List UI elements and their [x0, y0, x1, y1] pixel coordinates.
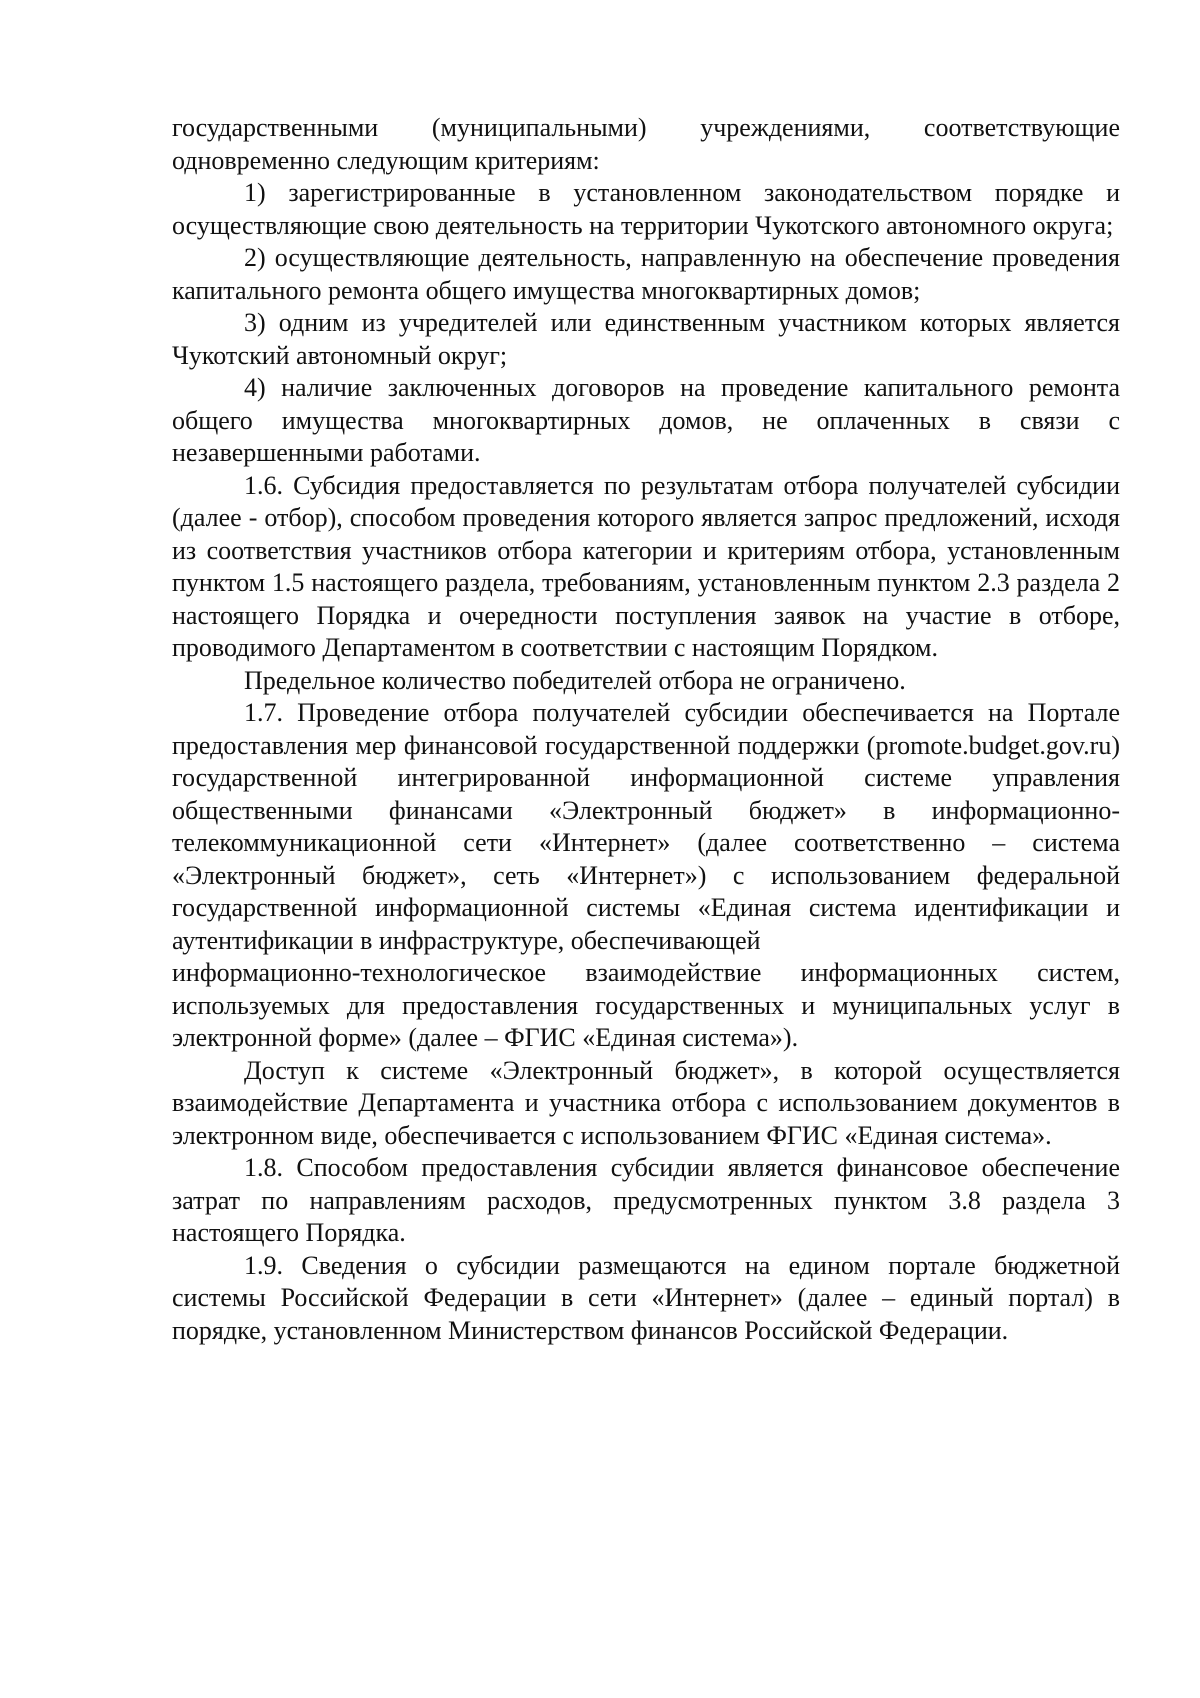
- paragraph-section-1-9: 1.9. Сведения о субсидии размещаются на едином портале бюджетной системы Российской Федерации в сети «Интернет» (далее – единый портал) в порядке, установленном Министерством финансов Российской Федерации.: [172, 1250, 1120, 1345]
- paragraph-criteria-intro: государственными (муниципальными) учреждениями, соответствующие одновременно следующим критериям:: [172, 113, 1120, 175]
- paragraph-section-1-8: 1.8. Способом предоставления субсидии является финансовое обеспечение затрат по направлениям расходов, предусмотренных пунктом 3.8 раздела 3 настоящего Порядка.: [172, 1153, 1120, 1247]
- document-page: [172, 112, 1120, 1347]
- paragraph-criterion-4: 4) наличие заключенных договоров на проведение капитального ремонта общего имущества многоквартирных домов, не оплаченных в связи с незавершенными работами.: [172, 373, 1120, 467]
- paragraph-criterion-1: 1) зарегистрированные в установленном законодательством порядке и осуществляющие свою деятельность на территории Чукотского автономного округа;: [172, 178, 1120, 240]
- paragraph-winners-limit: Предельное количество победителей отбора не ограничено.: [244, 665, 906, 695]
- paragraph-section-1-6: 1.6. Субсидия предоставляется по результатам отбора получателей субсидии (далее - отбор), способом проведения которого является запрос предложений, исходя из соответствия участников отбора категории и критериям отбора, установленным пунктом 1.5 настоящего раздела, требованиям, установленным пунктом 2.3 раздела 2 настоящего Порядка и очередности поступления заявок на участие в отборе, проводимого Департаментом в соответствии с настоящим Порядком.: [172, 470, 1120, 662]
- paragraph-access-system: Доступ к системе «Электронный бюджет», в которой осуществляется взаимодействие Департамента и участника отбора с использованием документов в электронном виде, обеспечивается с использованием ФГИС «Единая система».: [172, 1055, 1120, 1150]
- paragraph-section-1-7: 1.7. Проведение отбора получателей субсидии обеспечивается на Портале предоставления мер финансовой государственной поддержки (promote.budget.gov.ru) государственной интегрированной информационной системе управления общественными финансами «Электронный бюджет» в информационно-телекоммуникационной сети «Интернет» (далее соответственно – система «Электронный бюджет», сеть «Интернет») с использованием федеральной государственной информационной системы «Единая система идентификации и аутентификации в инфраструктуре, обеспечивающей: [172, 698, 1120, 955]
- paragraph-criterion-2: 2) осуществляющие деятельность, направленную на обеспечение проведения капитального ремонта общего имущества многоквартирных домов;: [172, 243, 1120, 305]
- paragraph-criterion-3: 3) одним из учредителей или единственным участником которых является Чукотский автономный округ;: [172, 308, 1120, 370]
- paragraph-section-1-7-continued: информационно-технологическое взаимодействие информационных систем, используемых для предоставления государственных и муниципальных услуг в электронной форме» (далее – ФГИС «Единая система»).: [172, 958, 1120, 1052]
